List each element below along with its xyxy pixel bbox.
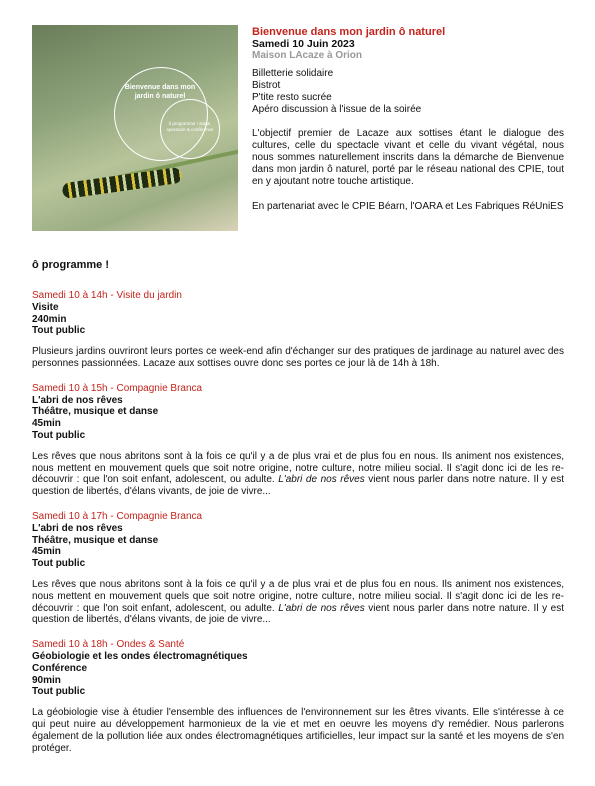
partners-line: En partenariat avec le CPIE Béarn, l'OARA et Les Fabriques RéUniES (252, 201, 564, 212)
speech-bubble-text: Bienvenue dans mon jardin ô naturel (124, 84, 196, 100)
event-info-line: Tout public (32, 686, 86, 698)
event-info-line: Géobiologie et les ondes électromagnétiques (32, 650, 248, 662)
service-item: Billetterie solidaire (252, 68, 334, 79)
event-info-line: Tout public (32, 558, 86, 570)
event-info-line: Visite (32, 301, 59, 313)
event-when: Samedi 10 à 17h - Compagnie Branca (32, 510, 203, 522)
program-heading: ô programme ! (32, 259, 110, 271)
event-info-line: Théâtre, musique et danse (32, 534, 159, 546)
program-event (32, 511, 564, 626)
event-info-line: 45min (32, 546, 61, 558)
event-description-text: Les rêves que nous abritons sont à la fois ce qu'il y a de plus vrai et de plus fou en nous. Ils animent nos existences, nous mettent en mouvement quels que soit notre origine, notre culture, notre milieu social. Il s'agit donc ici de les re-découvrir : que l'on soit enfant, adolescent, ou adulte. (32, 578, 564, 614)
event-description (32, 451, 564, 498)
event-description-title: L'abri de nos rêves (278, 474, 365, 486)
program-event (32, 383, 564, 498)
caterpillar-illustration (61, 167, 182, 200)
event-description-text: Les rêves que nous abritons sont à la fois ce qu'il y a de plus vrai et de plus fou en nous. Ils animent nos existences, nous mettent en mouvement quels que soit notre origine, notre culture, notre milieu social. Il s'agit donc ici de les re-découvrir : que l'on soit enfant, adolescent, ou adulte. (32, 450, 564, 486)
event-info-line: 45min (32, 418, 61, 430)
service-item: Apéro discussion à l'issue de la soirée (252, 104, 422, 115)
event-info-line: 90min (32, 674, 61, 686)
event-info-line: Tout public (32, 325, 86, 337)
speech-bubble-small-text: ô programme ! stage, spectacle & conférence (166, 121, 214, 132)
program-event (32, 290, 564, 370)
event-description: La géobiologie vise à étudier l'ensemble des influences de l'environnement sur les êtres vivants. Elle s'intéresse à ce qui peut nuire au développement harmonieux de la vie et met en oeuvre les moyens d'y remédier. Nous parlerons également de la pollution liée aux ondes électromagnétiques artificielles, leur impact sur la santé et les moyens de s'en protéger. (32, 707, 564, 754)
event-description-text: vient nous parler dans notre nature. Il y est question de libertés, d'élans vivants, de joie de vivre... (32, 602, 564, 626)
event-when: Samedi 10 à 14h - Visite du jardin (32, 290, 182, 301)
intro-paragraph: L'objectif premier de Lacaze aux sottises étant le dialogue des cultures, celle du spectacle vivant et celle du vivant végétal, nous nous sommes naturellement inscrits dans la démarche de Bienvenue dans mon jardin ô naturel, porté par le réseau national des CPIE, tout en y ajoutant notre touche artistique. (252, 128, 564, 187)
event-info-line: Théâtre, musique et danse (32, 406, 159, 418)
hero-image (32, 25, 238, 231)
event-description-title: L'abri de nos rêves (278, 602, 365, 614)
event-title: Bienvenue dans mon jardin ô naturel (252, 26, 446, 38)
event-when: Samedi 10 à 15h - Compagnie Branca (32, 382, 203, 394)
event-venue: Maison LAcaze à Orion (252, 50, 363, 61)
event-when: Samedi 10 à 18h - Ondes & Santé (32, 639, 185, 651)
service-item: Bistrot (252, 80, 281, 91)
services-list (252, 68, 564, 116)
event-date: Samedi 10 Juin 2023 (252, 38, 355, 50)
event-info-line: L'abri de nos rêves (32, 522, 123, 534)
intro-block (252, 26, 564, 213)
event-description-text: vient nous parler dans notre nature. Il y est question de libertés, d'élans vivants, de joie de vivre... (32, 474, 564, 498)
event-description: Plusieurs jardins ouvriront leurs portes ce week-end afin d'échanger sur des pratiques de jardinage au naturel avec des personnes passionnées. Lacaze aux sottises ouvre donc ses portes ce jour là de 14h à 18h. (32, 346, 564, 369)
event-info-line: 240min (32, 313, 67, 325)
program-list (32, 290, 564, 767)
event-description (32, 579, 564, 626)
event-info-line: L'abri de nos rêves (32, 394, 123, 406)
program-event (32, 639, 564, 754)
service-item: P'tite resto sucrée (252, 92, 332, 103)
event-info-line: Tout public (32, 429, 86, 441)
event-info-line: Conférence (32, 662, 88, 674)
